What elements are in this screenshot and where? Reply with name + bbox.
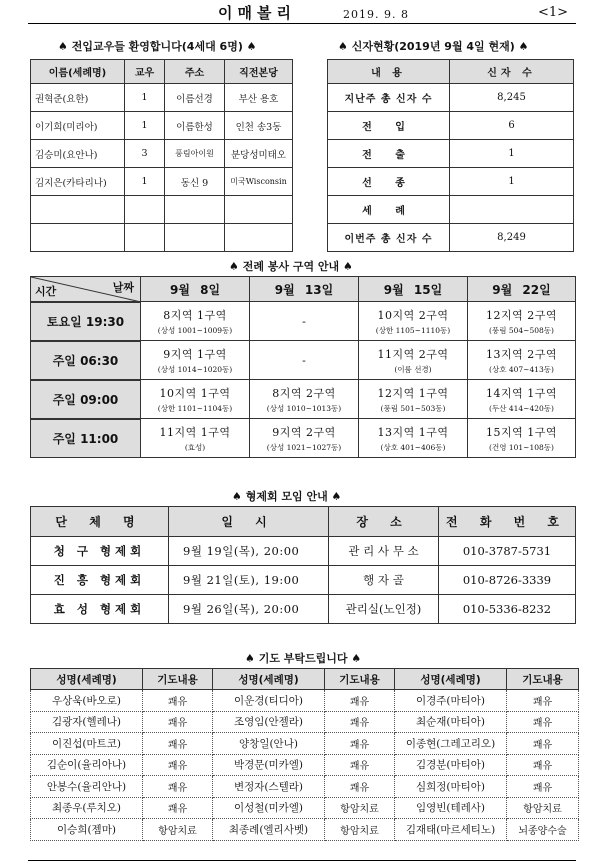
zone-cell xyxy=(141,341,250,380)
meeting-place: 관 리 사 무 소 xyxy=(329,537,439,566)
prayer-title: ♠ 기도 부탁드립니다 ♠ xyxy=(245,652,362,665)
zone-cell xyxy=(141,302,250,341)
cell: 이름한성 xyxy=(165,112,225,140)
cell: 김지은(카타리나) xyxy=(31,168,125,196)
prayer-table xyxy=(30,668,579,841)
cell: 1 xyxy=(125,168,165,196)
zone-label: 15지역 1구역 xyxy=(486,425,557,439)
col-name: 성명(세례명) xyxy=(31,669,143,690)
table-row xyxy=(31,537,576,566)
zone-cell xyxy=(141,419,250,458)
prayer-intention: 쾌유 xyxy=(325,754,395,776)
zone-label: 13지역 2구역 xyxy=(486,347,557,361)
zone-sub: (효성) xyxy=(184,442,206,452)
cell xyxy=(165,224,225,252)
prayer-person: 양창일(안나) xyxy=(213,733,325,755)
cell xyxy=(225,196,293,224)
mass-time: 토요일 19:30 xyxy=(31,302,141,341)
meeting-phone: 010-3787-5731 xyxy=(439,537,576,566)
mass-time: 주일 11:00 xyxy=(31,419,141,458)
zone-sub: (상성 1021~1027동) xyxy=(266,442,342,452)
status-title: ♠ 신자현황(2019년 9월 4일 현재) ♠ xyxy=(338,40,529,53)
prayer-person: 박경문(미카엘) xyxy=(213,754,325,776)
zone-label: - xyxy=(302,353,306,367)
page-number: <1> xyxy=(537,5,568,20)
prayer-person: 김순이(율리아나) xyxy=(31,754,143,776)
col-content: 내 용 xyxy=(328,60,450,84)
bulletin-header xyxy=(28,2,576,24)
prayer-person: 이운경(티디아) xyxy=(213,690,325,712)
col-name: 성명(세례명) xyxy=(395,669,507,690)
zone-cell xyxy=(359,419,468,458)
status-label: 세 례 xyxy=(328,196,450,224)
zone-label: - xyxy=(302,314,306,328)
meeting-phone: 010-8726-3339 xyxy=(439,566,576,595)
zone-date: 9월 13일 xyxy=(250,277,359,302)
prayer-intention: 쾌유 xyxy=(507,690,579,712)
col-previous-parish: 직전본당 xyxy=(225,60,293,84)
zone-date: 9월 22일 xyxy=(468,277,576,302)
zone-label: 8지역 2구역 xyxy=(272,386,336,400)
prayer-intention: 뇌종양수술 xyxy=(507,819,579,841)
status-value: 8,249 xyxy=(450,224,574,252)
prayer-person: 심희정(마티아) xyxy=(395,776,507,798)
col-name: 이름(세례명) xyxy=(31,60,125,84)
zone-label: 10지역 1구역 xyxy=(159,386,231,400)
footer-divider xyxy=(28,860,576,861)
meetings-table xyxy=(30,506,576,624)
col-address: 주소 xyxy=(165,60,225,84)
prayer-intention: 쾌유 xyxy=(143,690,213,712)
col-count: 교우 xyxy=(125,60,165,84)
zone-sub: (건영 101~108동) xyxy=(489,442,554,452)
zone-sub: (상성 1014~1020동) xyxy=(157,364,233,374)
table-row xyxy=(31,566,576,595)
zone-label: 14지역 1구역 xyxy=(486,386,557,400)
zone-cell xyxy=(141,380,250,419)
prayer-person: 이종현(그레고리오) xyxy=(395,733,507,755)
zone-label: 13지역 1구역 xyxy=(377,425,449,439)
zone-sub: (이룸 선경) xyxy=(394,364,432,374)
zones-header-row xyxy=(31,277,576,302)
cell xyxy=(31,224,125,252)
zone-cell xyxy=(359,341,468,380)
zone-cell xyxy=(250,380,359,419)
prayer-person: 안봉수(율리안나) xyxy=(31,776,143,798)
prayer-intention: 항암치료 xyxy=(507,797,579,819)
table-row xyxy=(328,140,574,168)
table-row xyxy=(31,380,576,419)
meeting-group: 진 흥 형제회 xyxy=(31,566,169,595)
prayer-person: 임영빈(테레사) xyxy=(395,797,507,819)
mass-time: 주일 09:00 xyxy=(31,380,141,419)
status-header-row xyxy=(328,60,574,84)
prayer-intention: 쾌유 xyxy=(143,754,213,776)
meeting-datetime: 9월 21일(토), 19:00 xyxy=(169,566,329,595)
zone-label: 12지역 1구역 xyxy=(377,386,449,400)
status-value xyxy=(450,196,574,224)
zone-sub: (상한 1105~1110동) xyxy=(375,325,451,335)
newcomers-title: ♠ 전입교우들 환영합니다(4세대 6명) ♠ xyxy=(58,40,257,53)
zone-cell xyxy=(359,302,468,341)
table-row xyxy=(31,341,576,380)
cell: 동신 9 xyxy=(165,168,225,196)
prayer-person: 김광자(헬레나) xyxy=(31,711,143,733)
prayer-person: 최순재(마티아) xyxy=(395,711,507,733)
prayer-person: 조영임(안젤라) xyxy=(213,711,325,733)
status-label: 전 출 xyxy=(328,140,450,168)
table-row xyxy=(31,819,579,841)
meetings-header-row xyxy=(31,507,576,537)
cell xyxy=(125,196,165,224)
zone-cell xyxy=(468,302,576,341)
table-row xyxy=(31,733,579,755)
zone-sub: (두산 414~420동) xyxy=(489,403,554,413)
prayer-person: 이승희(젬마) xyxy=(31,819,143,841)
col-member-count: 신자 수 xyxy=(450,60,574,84)
table-row xyxy=(31,711,579,733)
zone-sub: (상호 401~406동) xyxy=(380,442,446,452)
cell xyxy=(125,224,165,252)
cell: 미국Wisconsin xyxy=(225,168,293,196)
prayer-intention: 쾌유 xyxy=(507,776,579,798)
prayer-intention: 쾌유 xyxy=(143,711,213,733)
meeting-group: 청 구 형제회 xyxy=(31,537,169,566)
prayer-intention: 쾌유 xyxy=(325,776,395,798)
status-value: 1 xyxy=(450,140,574,168)
prayer-person: 우상욱(바오로) xyxy=(31,690,143,712)
prayer-intention: 쾌유 xyxy=(507,733,579,755)
status-value: 8,245 xyxy=(450,84,574,112)
cell xyxy=(31,196,125,224)
cell: 인천 송3동 xyxy=(225,112,293,140)
zone-label: 11지역 1구역 xyxy=(159,425,231,439)
zone-sub: (풍림 501~503동) xyxy=(380,403,446,413)
prayer-intention: 쾌유 xyxy=(325,711,395,733)
zone-cell xyxy=(250,302,359,341)
zone-date: 9월 8일 xyxy=(141,277,250,302)
table-row xyxy=(328,84,574,112)
zone-label: 9지역 1구역 xyxy=(163,347,227,361)
table-row xyxy=(31,140,293,168)
prayer-person: 이경주(마티아) xyxy=(395,690,507,712)
col-prayer: 기도내용 xyxy=(143,669,213,690)
prayer-intention: 쾌유 xyxy=(143,733,213,755)
table-row xyxy=(31,419,576,458)
cell: 3 xyxy=(125,140,165,168)
prayer-intention: 쾌유 xyxy=(325,690,395,712)
cell: 분당성미태오 xyxy=(225,140,293,168)
cell: 김승미(요안나) xyxy=(31,140,125,168)
table-row xyxy=(31,754,579,776)
zone-date: 9월 15일 xyxy=(359,277,468,302)
col-name: 성명(세례명) xyxy=(213,669,325,690)
bulletin-date: 2019. 9. 8 xyxy=(343,8,409,21)
prayer-intention: 쾌유 xyxy=(143,776,213,798)
cell: 이름선경 xyxy=(165,84,225,112)
zone-cell xyxy=(468,341,576,380)
prayer-intention: 항암치료 xyxy=(143,819,213,841)
meeting-datetime: 9월 19일(목), 20:00 xyxy=(169,537,329,566)
cell: 부산 용호 xyxy=(225,84,293,112)
status-label: 이번주 총 신자 수 xyxy=(328,224,450,252)
col-datetime: 일 시 xyxy=(169,507,329,537)
prayer-person: 최종례(엘리사벳) xyxy=(213,819,325,841)
prayer-person: 이진섭(마트코) xyxy=(31,733,143,755)
prayer-person: 김경분(마티아) xyxy=(395,754,507,776)
prayer-person: 최종우(루치오) xyxy=(31,797,143,819)
zones-title: ♠ 전례 봉사 구역 안내 ♠ xyxy=(229,260,353,273)
status-label: 선 종 xyxy=(328,168,450,196)
meeting-datetime: 9월 26일(목), 20:00 xyxy=(169,595,329,624)
cell xyxy=(225,224,293,252)
cell xyxy=(165,196,225,224)
zone-sub: (상호 407~413동) xyxy=(489,364,554,374)
col-prayer: 기도내용 xyxy=(325,669,395,690)
cell: 이기희(미리아) xyxy=(31,112,125,140)
meeting-place: 행 자 골 xyxy=(329,566,439,595)
status-value: 6 xyxy=(450,112,574,140)
table-row xyxy=(31,84,293,112)
cell: 1 xyxy=(125,84,165,112)
status-label: 전 입 xyxy=(328,112,450,140)
corner-cell xyxy=(31,277,141,302)
cell: 권혁준(요한) xyxy=(31,84,125,112)
newcomers-header-row xyxy=(31,60,293,84)
cell: 풍림아이원 xyxy=(165,140,225,168)
zone-cell xyxy=(359,380,468,419)
meeting-group: 효 성 형제회 xyxy=(31,595,169,624)
prayer-person: 변정자(스텔라) xyxy=(213,776,325,798)
table-row xyxy=(328,112,574,140)
table-row xyxy=(31,595,576,624)
zone-sub: (상한 1101~1104동) xyxy=(157,403,233,413)
table-row xyxy=(31,797,579,819)
prayer-intention: 쾌유 xyxy=(507,711,579,733)
table-row xyxy=(31,112,293,140)
zone-label: 10지역 2구역 xyxy=(377,308,449,322)
table-row xyxy=(31,302,576,341)
zone-sub: (풍림 504~508동) xyxy=(489,325,554,335)
prayer-intention: 항암치료 xyxy=(325,797,395,819)
zones-table xyxy=(30,276,576,458)
meeting-phone: 010-5336-8232 xyxy=(439,595,576,624)
zone-cell xyxy=(250,419,359,458)
table-row xyxy=(31,196,293,224)
zone-label: 11지역 2구역 xyxy=(377,347,449,361)
status-table xyxy=(327,59,574,252)
table-row xyxy=(328,224,574,252)
zone-label: 8지역 1구역 xyxy=(163,308,227,322)
table-row xyxy=(31,224,293,252)
meeting-place: 관리실(노인정) xyxy=(329,595,439,624)
prayer-intention: 쾌유 xyxy=(507,754,579,776)
mass-time: 주일 06:30 xyxy=(31,341,141,380)
col-group: 단 체 명 xyxy=(31,507,169,537)
prayer-intention: 항암치료 xyxy=(325,819,395,841)
corner-date-label: 날짜 xyxy=(112,281,134,294)
meetings-title: ♠ 형제회 모임 안내 ♠ xyxy=(232,490,342,503)
table-row xyxy=(328,168,574,196)
corner-time-label: 시간 xyxy=(35,284,57,298)
bulletin-title: 이매볼리 xyxy=(218,4,296,22)
zone-sub: (상성 1001~1009동) xyxy=(157,325,233,335)
prayer-header-row xyxy=(31,669,579,690)
prayer-intention: 쾌유 xyxy=(143,797,213,819)
cell: 1 xyxy=(125,112,165,140)
zone-sub: (상성 1010~1013동) xyxy=(266,403,342,413)
zone-label: 9지역 2구역 xyxy=(272,425,336,439)
zone-cell xyxy=(468,419,576,458)
zone-cell xyxy=(468,380,576,419)
col-phone: 전 화 번 호 xyxy=(439,507,576,537)
table-row xyxy=(31,776,579,798)
table-row xyxy=(31,690,579,712)
col-place: 장 소 xyxy=(329,507,439,537)
newcomers-table xyxy=(30,59,293,252)
zone-label: 12지역 2구역 xyxy=(486,308,557,322)
prayer-person: 이성철(미카엘) xyxy=(213,797,325,819)
zone-cell xyxy=(250,341,359,380)
status-value: 1 xyxy=(450,168,574,196)
table-row xyxy=(328,196,574,224)
prayer-person: 김재태(마르세티노) xyxy=(395,819,507,841)
prayer-intention: 쾌유 xyxy=(325,733,395,755)
col-prayer: 기도내용 xyxy=(507,669,579,690)
table-row xyxy=(31,168,293,196)
status-label: 지난주 총 신자 수 xyxy=(328,84,450,112)
